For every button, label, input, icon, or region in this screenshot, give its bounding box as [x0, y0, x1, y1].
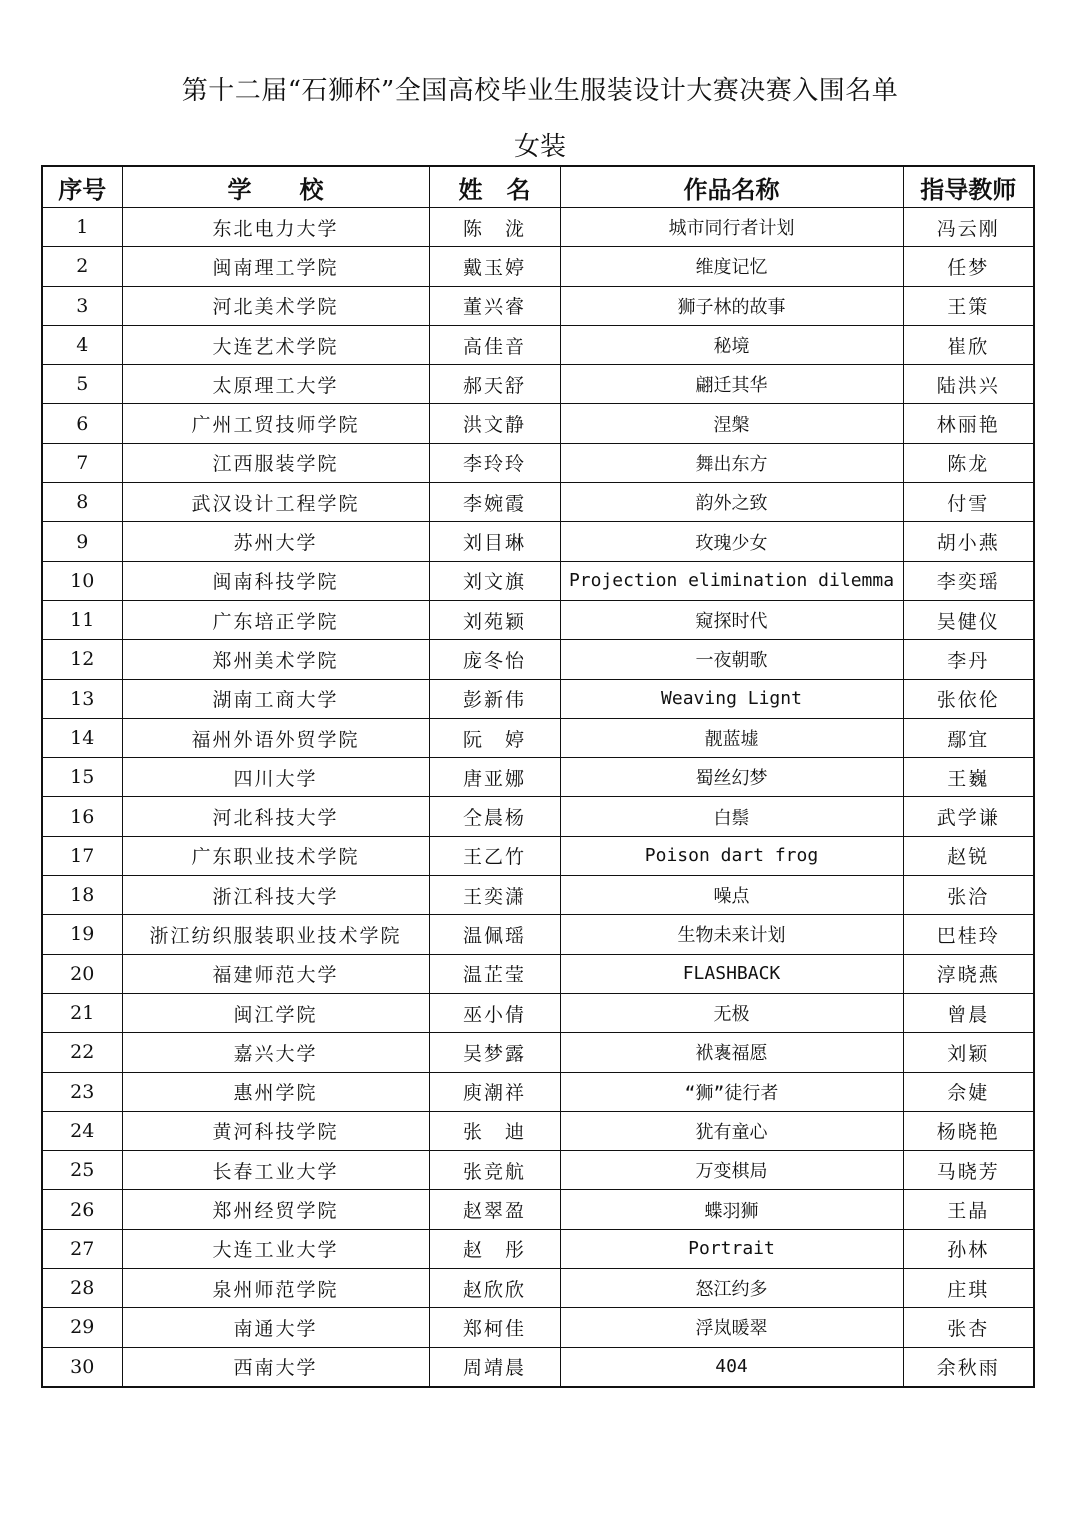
- cell-school: 广东职业技术学院: [122, 836, 429, 875]
- cell-school: 福建师范大学: [122, 954, 429, 993]
- table-row: [42, 993, 1034, 1032]
- cell-teacher: 鄢宜: [903, 718, 1034, 757]
- header-teacher: 指导教师: [903, 166, 1034, 208]
- cell-index: 11: [42, 600, 122, 639]
- cell-name: 刘文旗: [429, 561, 560, 600]
- cell-work: 韵外之致: [560, 483, 903, 522]
- cell-teacher: 武学谦: [903, 797, 1034, 836]
- cell-school: 大连艺术学院: [122, 325, 429, 364]
- cell-teacher: 庄琪: [903, 1269, 1034, 1308]
- cell-teacher: 李奕瑶: [903, 561, 1034, 600]
- cell-name: 刘苑颖: [429, 600, 560, 639]
- cell-teacher: 王策: [903, 286, 1034, 325]
- cell-teacher: 巴桂玲: [903, 915, 1034, 954]
- cell-name: 高佳音: [429, 325, 560, 364]
- cell-teacher: 张洽: [903, 876, 1034, 915]
- table-row: [42, 1151, 1034, 1190]
- cell-name: 周靖晨: [429, 1347, 560, 1387]
- page-title: 第十二届“石狮杯”全国高校毕业生服装设计大赛决赛入围名单: [181, 76, 899, 106]
- table-row: [42, 443, 1034, 482]
- cell-index: 24: [42, 1111, 122, 1150]
- cell-work: 翩迁其华: [560, 365, 903, 404]
- cell-school: 湖南工商大学: [122, 679, 429, 718]
- cell-school: 郑州经贸学院: [122, 1190, 429, 1229]
- cell-school: 浙江纺织服装职业技术学院: [122, 915, 429, 954]
- cell-index: 3: [42, 286, 122, 325]
- cell-name: 巫小倩: [429, 993, 560, 1032]
- cell-school: 福州外语外贸学院: [122, 718, 429, 757]
- cell-work: 城市同行者计划: [560, 208, 903, 247]
- cell-index: 9: [42, 522, 122, 561]
- table-row: [42, 600, 1034, 639]
- cell-index: 23: [42, 1072, 122, 1111]
- cell-work: 万变棋局: [560, 1151, 903, 1190]
- cell-name: 王奕潇: [429, 876, 560, 915]
- cell-school: 东北电力大学: [122, 208, 429, 247]
- cell-name: 董兴睿: [429, 286, 560, 325]
- cell-name: 郝天舒: [429, 365, 560, 404]
- cell-teacher: 刘颖: [903, 1033, 1034, 1072]
- cell-school: 浙江科技大学: [122, 876, 429, 915]
- table-row: [42, 718, 1034, 757]
- cell-school: 南通大学: [122, 1308, 429, 1347]
- cell-school: 四川大学: [122, 758, 429, 797]
- table-row: [42, 679, 1034, 718]
- table-row: [42, 1190, 1034, 1229]
- table-row: [42, 1111, 1034, 1150]
- cell-index: 21: [42, 993, 122, 1032]
- table-row: [42, 286, 1034, 325]
- cell-name: 李婉霞: [429, 483, 560, 522]
- table-row: [42, 325, 1034, 364]
- cell-index: 13: [42, 679, 122, 718]
- cell-work: FLASHBACK: [560, 954, 903, 993]
- cell-index: 2: [42, 247, 122, 286]
- cell-name: 郑柯佳: [429, 1308, 560, 1347]
- cell-index: 29: [42, 1308, 122, 1347]
- table-row: [42, 522, 1034, 561]
- table-row: [42, 1229, 1034, 1268]
- cell-index: 7: [42, 443, 122, 482]
- cell-name: 吴梦露: [429, 1033, 560, 1072]
- cell-index: 4: [42, 325, 122, 364]
- cell-name: 唐亚娜: [429, 758, 560, 797]
- cell-work: Weaving Lignt: [560, 679, 903, 718]
- cell-teacher: 王巍: [903, 758, 1034, 797]
- cell-school: 郑州美术学院: [122, 640, 429, 679]
- cell-teacher: 林丽艳: [903, 404, 1034, 443]
- cell-work: Projection elimination dilemma: [560, 561, 903, 600]
- cell-name: 庞冬怡: [429, 640, 560, 679]
- table-row: [42, 365, 1034, 404]
- table-row: [42, 876, 1034, 915]
- table-row: [42, 1347, 1034, 1387]
- cell-index: 25: [42, 1151, 122, 1190]
- cell-school: 武汉设计工程学院: [122, 483, 429, 522]
- cell-work: 犹有童心: [560, 1111, 903, 1150]
- cell-teacher: 杨晓艳: [903, 1111, 1034, 1150]
- cell-work: 靓蓝墟: [560, 718, 903, 757]
- cell-school: 广州工贸技师学院: [122, 404, 429, 443]
- cell-work: 浮岚暖翠: [560, 1308, 903, 1347]
- cell-teacher: 吴健仪: [903, 600, 1034, 639]
- cell-index: 17: [42, 836, 122, 875]
- cell-school: 河北美术学院: [122, 286, 429, 325]
- table-row: [42, 758, 1034, 797]
- cell-work: 涅槃: [560, 404, 903, 443]
- cell-name: 仝晨杨: [429, 797, 560, 836]
- cell-name: 王乙竹: [429, 836, 560, 875]
- cell-name: 张竞航: [429, 1151, 560, 1190]
- table-row: [42, 483, 1034, 522]
- cell-teacher: 任梦: [903, 247, 1034, 286]
- table-row: [42, 797, 1034, 836]
- table-row: [42, 561, 1034, 600]
- cell-name: 温芷莹: [429, 954, 560, 993]
- table-row: [42, 1033, 1034, 1072]
- cell-teacher: 张依伦: [903, 679, 1034, 718]
- cell-work: 怒江约多: [560, 1269, 903, 1308]
- cell-name: 彭新伟: [429, 679, 560, 718]
- table-row: [42, 404, 1034, 443]
- cell-school: 闽南科技学院: [122, 561, 429, 600]
- cell-school: 苏州大学: [122, 522, 429, 561]
- cell-index: 6: [42, 404, 122, 443]
- cell-name: 赵 彤: [429, 1229, 560, 1268]
- cell-name: 庾潮祥: [429, 1072, 560, 1111]
- cell-school: 闽南理工学院: [122, 247, 429, 286]
- cell-work: 袱褢福愿: [560, 1033, 903, 1072]
- cell-teacher: 付雪: [903, 483, 1034, 522]
- cell-school: 广东培正学院: [122, 600, 429, 639]
- table-body: [42, 208, 1034, 1387]
- finalist-table: [41, 165, 1035, 1388]
- cell-school: 长春工业大学: [122, 1151, 429, 1190]
- cell-work: 生物未来计划: [560, 915, 903, 954]
- cell-index: 22: [42, 1033, 122, 1072]
- cell-name: 赵翠盈: [429, 1190, 560, 1229]
- cell-work: 舞出东方: [560, 443, 903, 482]
- cell-teacher: 佘婕: [903, 1072, 1034, 1111]
- cell-index: 14: [42, 718, 122, 757]
- table-row: [42, 915, 1034, 954]
- cell-school: 闽江学院: [122, 993, 429, 1032]
- cell-index: 20: [42, 954, 122, 993]
- cell-school: 嘉兴大学: [122, 1033, 429, 1072]
- cell-name: 洪文静: [429, 404, 560, 443]
- table-row: [42, 1308, 1034, 1347]
- cell-name: 戴玉婷: [429, 247, 560, 286]
- cell-work: 维度记忆: [560, 247, 903, 286]
- cell-work: 404: [560, 1347, 903, 1387]
- cell-index: 28: [42, 1269, 122, 1308]
- table-row: [42, 208, 1034, 247]
- cell-index: 12: [42, 640, 122, 679]
- cell-work: Poison dart frog: [560, 836, 903, 875]
- cell-index: 8: [42, 483, 122, 522]
- cell-name: 温佩瑶: [429, 915, 560, 954]
- cell-work: “狮”徒行者: [560, 1072, 903, 1111]
- cell-school: 河北科技大学: [122, 797, 429, 836]
- cell-index: 30: [42, 1347, 122, 1387]
- cell-work: 无极: [560, 993, 903, 1032]
- cell-teacher: 马晓芳: [903, 1151, 1034, 1190]
- cell-teacher: 冯云刚: [903, 208, 1034, 247]
- cell-teacher: 胡小燕: [903, 522, 1034, 561]
- cell-name: 阮 婷: [429, 718, 560, 757]
- cell-work: Portrait: [560, 1229, 903, 1268]
- cell-work: 白鬃: [560, 797, 903, 836]
- cell-school: 太原理工大学: [122, 365, 429, 404]
- cell-teacher: 陈龙: [903, 443, 1034, 482]
- cell-index: 1: [42, 208, 122, 247]
- table-row: [42, 247, 1034, 286]
- cell-work: 蝶羽狮: [560, 1190, 903, 1229]
- cell-index: 5: [42, 365, 122, 404]
- cell-index: 16: [42, 797, 122, 836]
- cell-teacher: 张杏: [903, 1308, 1034, 1347]
- cell-teacher: 余秋雨: [903, 1347, 1034, 1387]
- cell-school: 泉州师范学院: [122, 1269, 429, 1308]
- header-school: 学 校: [122, 166, 429, 208]
- table-row: [42, 954, 1034, 993]
- table-row: [42, 640, 1034, 679]
- cell-work: 狮子林的故事: [560, 286, 903, 325]
- cell-index: 10: [42, 561, 122, 600]
- cell-teacher: 淳晓燕: [903, 954, 1034, 993]
- cell-index: 15: [42, 758, 122, 797]
- cell-name: 赵欣欣: [429, 1269, 560, 1308]
- cell-work: 一夜朝歌: [560, 640, 903, 679]
- cell-teacher: 崔欣: [903, 325, 1034, 364]
- cell-teacher: 李丹: [903, 640, 1034, 679]
- cell-work: 秘境: [560, 325, 903, 364]
- cell-work: 噪点: [560, 876, 903, 915]
- cell-work: 窥探时代: [560, 600, 903, 639]
- cell-name: 李玲玲: [429, 443, 560, 482]
- table-row: [42, 1269, 1034, 1308]
- cell-name: 陈 泷: [429, 208, 560, 247]
- cell-teacher: 王晶: [903, 1190, 1034, 1229]
- cell-teacher: 陆洪兴: [903, 365, 1034, 404]
- table-row: [42, 1072, 1034, 1111]
- cell-school: 黄河科技学院: [122, 1111, 429, 1150]
- cell-teacher: 孙林: [903, 1229, 1034, 1268]
- cell-work: 玫瑰少女: [560, 522, 903, 561]
- cell-index: 19: [42, 915, 122, 954]
- header-name: 姓 名: [429, 166, 560, 208]
- category-subtitle: 女装: [513, 132, 566, 162]
- cell-index: 18: [42, 876, 122, 915]
- cell-index: 26: [42, 1190, 122, 1229]
- cell-school: 惠州学院: [122, 1072, 429, 1111]
- cell-teacher: 曾晨: [903, 993, 1034, 1032]
- table-row: [42, 836, 1034, 875]
- cell-school: 西南大学: [122, 1347, 429, 1387]
- header-work: 作品名称: [560, 166, 903, 208]
- cell-name: 刘目琳: [429, 522, 560, 561]
- header-index: 序号: [42, 166, 122, 208]
- cell-teacher: 赵锐: [903, 836, 1034, 875]
- cell-school: 大连工业大学: [122, 1229, 429, 1268]
- cell-work: 蜀丝幻梦: [560, 758, 903, 797]
- cell-school: 江西服装学院: [122, 443, 429, 482]
- cell-index: 27: [42, 1229, 122, 1268]
- cell-name: 张 迪: [429, 1111, 560, 1150]
- header-row: [42, 166, 1034, 208]
